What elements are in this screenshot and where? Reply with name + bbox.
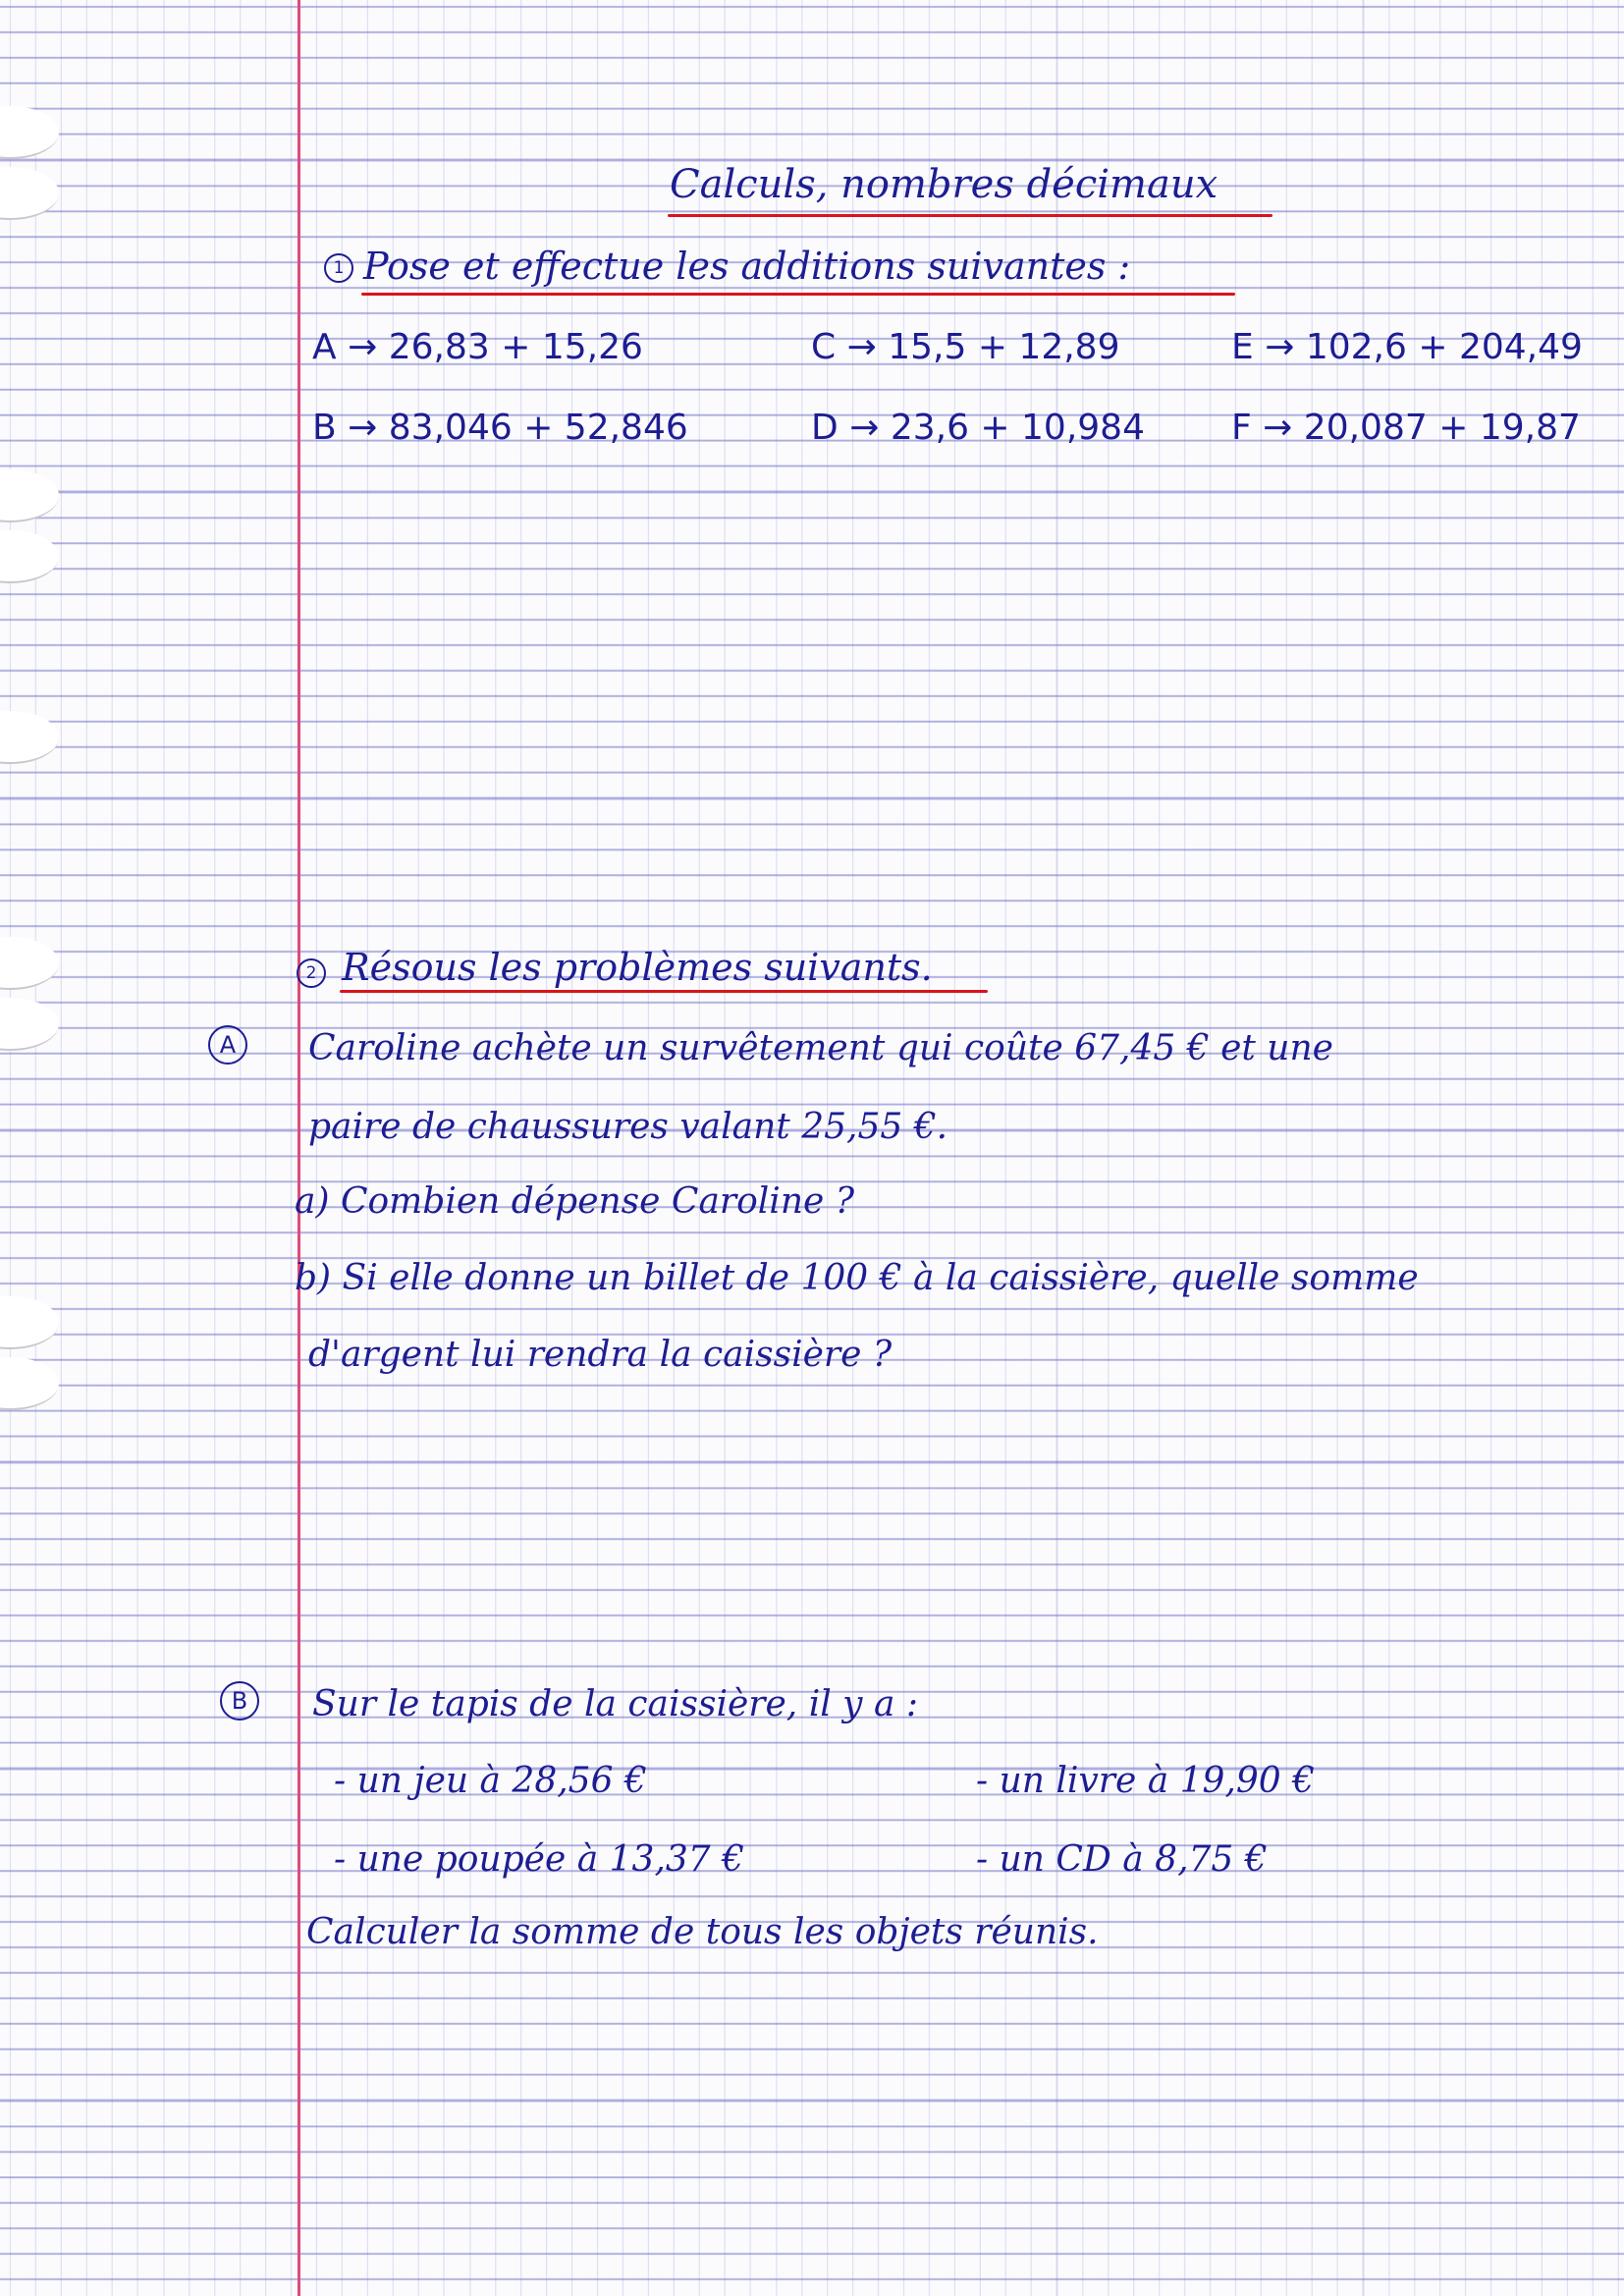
arrow-icon: → (348, 327, 378, 367)
calc-expression: 20,087 + 19,87 (1303, 408, 1581, 448)
calc-D (811, 410, 1145, 446)
margin-line (298, 0, 300, 2296)
exercise-number-2: 2 (297, 958, 326, 988)
calc-C (811, 327, 1120, 367)
calc-label: A (312, 327, 337, 367)
calc-label: D (811, 408, 839, 448)
exercise2-underline (340, 990, 988, 993)
calc-label: E (1231, 327, 1254, 367)
problemB-item-poupee: - une poupée à 13,37 € (334, 1839, 745, 1880)
exercise1-heading: Pose et effectue les additions suivantes : (363, 245, 1131, 288)
calc-A (312, 327, 643, 367)
binder-hole (0, 1296, 59, 1349)
binder-hole (0, 167, 59, 220)
arrow-icon: → (1265, 327, 1295, 367)
problemB-item-cd: - un CD à 8,75 € (976, 1839, 1268, 1880)
calc-expression: 15,5 + 12,89 (888, 327, 1120, 367)
calc-label: B (312, 408, 337, 448)
title-underline (668, 214, 1272, 217)
exercise-number-1: 1 (324, 253, 353, 283)
binder-hole (0, 937, 59, 990)
exercise1-underline (361, 293, 1235, 296)
binder-hole (0, 469, 59, 522)
calc-E (1231, 327, 1583, 367)
binder-hole (0, 1357, 59, 1410)
problemA-question-a: a) Combien dépense Caroline ? (295, 1181, 855, 1222)
problemA-question-b: b) Si elle donne un billet de 100 € à la caissière, quelle somme (295, 1258, 1419, 1298)
arrow-icon: → (846, 327, 877, 367)
exercise2-heading: Résous les problèmes suivants. (342, 946, 933, 989)
binder-hole (0, 711, 59, 764)
problemA-question-b-cont: d'argent lui rendra la caissière ? (308, 1335, 893, 1375)
problem-label-B: B (220, 1681, 259, 1721)
problemB-item-livre: - un livre à 19,90 € (976, 1761, 1316, 1801)
arrow-icon: → (1263, 408, 1293, 448)
problemB-question: Calculer la somme de tous les objets réunis. (306, 1912, 1099, 1952)
calc-expression: 83,046 + 52,846 (388, 408, 688, 448)
binder-hole (0, 998, 59, 1051)
page-title: Calculs, nombres décimaux (670, 162, 1218, 207)
calc-expression: 23,6 + 10,984 (890, 408, 1145, 448)
arrow-icon: → (849, 408, 880, 448)
problemA-line-1: Caroline achète un survêtement qui coûte 67,45 € et une (308, 1028, 1333, 1068)
calc-label: C (811, 327, 837, 367)
calc-label: F (1231, 408, 1252, 448)
binder-hole (0, 530, 59, 583)
calc-B (312, 410, 688, 446)
calc-expression: 26,83 + 15,26 (388, 327, 643, 367)
calc-F (1231, 410, 1581, 446)
binder-hole (0, 106, 59, 159)
arrow-icon: → (348, 408, 378, 448)
calc-expression: 102,6 + 204,49 (1305, 327, 1583, 367)
problemB-intro: Sur le tapis de la caissière, il y a : (312, 1684, 918, 1724)
problemA-line-2: paire de chaussures valant 25,55 €. (308, 1107, 948, 1147)
problemB-item-jeu: - un jeu à 28,56 € (334, 1761, 647, 1801)
problem-label-A: A (208, 1025, 247, 1065)
